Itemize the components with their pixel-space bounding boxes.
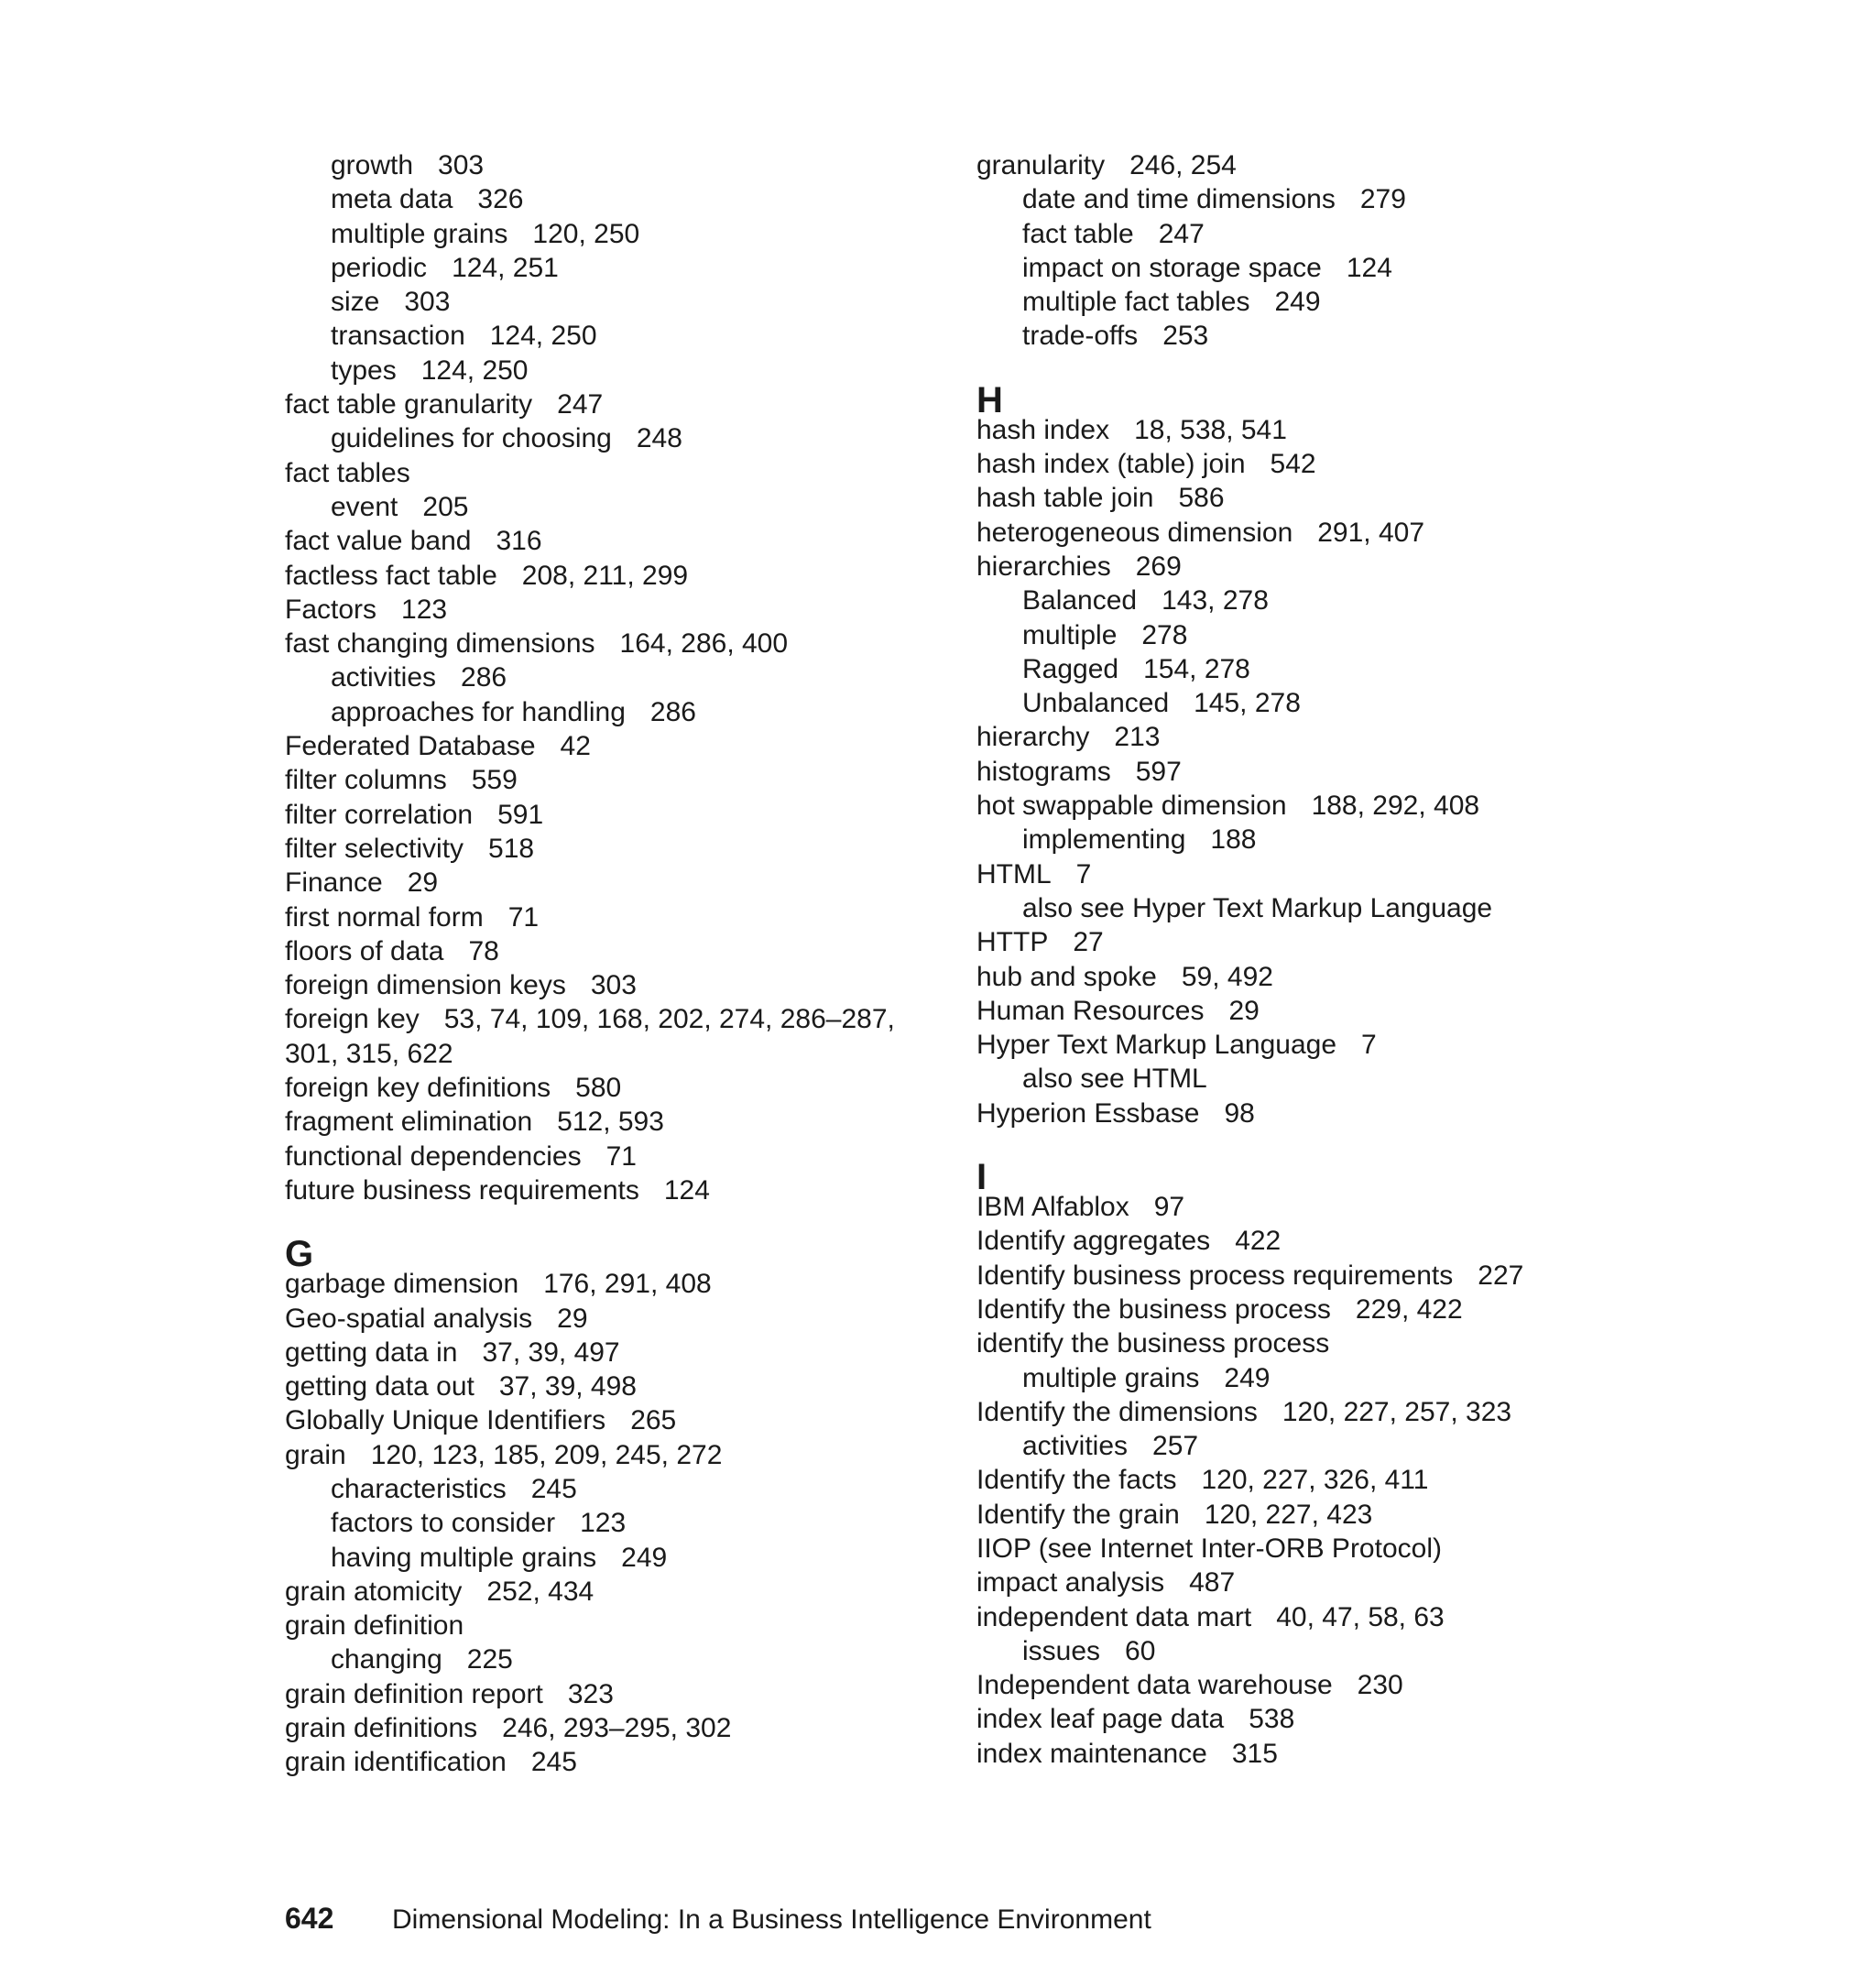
index-entry — [976, 1326, 1673, 1360]
index-page-refs: 591 — [497, 799, 544, 830]
index-entry — [285, 1369, 926, 1403]
index-page-refs: 257 — [1152, 1431, 1199, 1462]
index-entry — [285, 456, 926, 490]
index-term: garbage dimension — [285, 1269, 519, 1300]
index-page-refs: 278 — [1141, 619, 1188, 650]
index-term: hub and spoke — [976, 961, 1157, 992]
index-page-refs: 246, 293–295, 302 — [502, 1713, 732, 1744]
index-term: issues — [1022, 1635, 1101, 1666]
index-entry — [285, 387, 926, 421]
index-page-refs: 316 — [496, 526, 542, 557]
index-term: characteristics — [331, 1473, 507, 1504]
index-page-refs: 71 — [605, 1140, 637, 1172]
index-term: multiple — [1022, 619, 1118, 650]
index-subentry — [976, 1361, 1673, 1395]
index-page-refs: 59, 492 — [1181, 961, 1273, 992]
index-entry — [285, 559, 926, 593]
index-term: impact on storage space — [1022, 252, 1322, 283]
index-subentry — [285, 1506, 926, 1540]
index-page-refs: 323 — [567, 1678, 614, 1709]
index-page-refs: 229, 422 — [1355, 1293, 1463, 1325]
index-page-refs: 225 — [466, 1644, 513, 1675]
index-entry — [976, 1190, 1673, 1224]
book-title: Dimensional Modeling: In a Business Intelligence Environment — [392, 1904, 1151, 1935]
index-subentry — [285, 217, 926, 251]
index-term: fast changing dimensions — [285, 628, 595, 660]
index-subentry — [285, 148, 926, 182]
index-term: Federated Database — [285, 731, 536, 762]
index-term: granularity — [976, 150, 1106, 180]
index-term: Identify business process requirements — [976, 1260, 1454, 1291]
index-page-refs: 253 — [1162, 321, 1209, 352]
index-term: future business requirements — [285, 1174, 639, 1206]
index-subentry — [976, 652, 1673, 686]
index-subentry — [976, 285, 1673, 319]
index-term: histograms — [976, 756, 1111, 787]
index-subentry — [976, 1062, 1673, 1096]
index-page-refs: 7 — [1075, 858, 1092, 889]
index-subentry — [976, 1634, 1673, 1668]
index-term: multiple grains — [331, 218, 508, 249]
index-term: fact table granularity — [285, 389, 533, 420]
index-term: index maintenance — [976, 1738, 1207, 1769]
index-entry — [976, 857, 1673, 891]
index-entry — [976, 148, 1673, 182]
index-entry — [976, 1702, 1673, 1736]
index-page-refs: 279 — [1359, 184, 1406, 215]
index-entry — [976, 1224, 1673, 1258]
index-term: fragment elimination — [285, 1107, 533, 1138]
index-term: filter correlation — [285, 799, 474, 830]
index-page-refs: 286 — [649, 696, 696, 727]
index-page-refs: 143, 278 — [1162, 585, 1269, 617]
index-subentry — [976, 584, 1673, 617]
index-entry — [976, 1498, 1673, 1532]
index-page-refs: 145, 278 — [1194, 688, 1301, 719]
index-term: filter columns — [285, 765, 447, 796]
index-entry — [976, 1463, 1673, 1497]
index-term: guidelines for choosing — [331, 423, 612, 454]
index-entry — [976, 1395, 1673, 1429]
index-term: hash index (table) join — [976, 449, 1246, 480]
index-term: hot swappable dimension — [976, 791, 1287, 822]
index-page-refs: 124, 251 — [452, 252, 559, 283]
index-term: getting data out — [285, 1371, 474, 1402]
index-entry — [976, 1566, 1673, 1599]
index-page-refs: 586 — [1178, 483, 1225, 514]
index-page-refs: 265 — [630, 1405, 677, 1436]
index-entry — [285, 1711, 926, 1745]
index-page-refs: 303 — [404, 287, 451, 318]
index-term: Finance — [285, 868, 383, 899]
index-term: multiple grains — [1022, 1362, 1200, 1393]
index-subentry — [976, 1429, 1673, 1463]
index-term: grain — [285, 1439, 346, 1470]
index-subentry — [285, 490, 926, 524]
index-page-refs: 18, 538, 541 — [1134, 414, 1287, 445]
index-term: approaches for handling — [331, 696, 626, 727]
index-term: Identify the grain — [976, 1499, 1180, 1530]
index-page-refs: 249 — [621, 1542, 668, 1573]
index-entry — [285, 1302, 926, 1336]
index-subentry — [976, 319, 1673, 353]
index-term: index leaf page data — [976, 1704, 1225, 1735]
index-page-refs: 303 — [590, 970, 637, 1001]
index-entry — [285, 524, 926, 558]
index-entry — [285, 900, 926, 934]
index-page-refs: 120, 250 — [532, 218, 640, 249]
index-term: Identify the dimensions — [976, 1396, 1258, 1427]
index-entry — [285, 729, 926, 763]
index-term: functional dependencies — [285, 1140, 582, 1172]
index-term: first normal form — [285, 901, 484, 933]
index-term: fact table — [1022, 218, 1134, 249]
index-page-refs: 247 — [557, 389, 604, 420]
index-page-refs: 120, 227, 257, 323 — [1282, 1396, 1512, 1427]
index-page-refs: 542 — [1270, 449, 1316, 480]
index-term: Hyper Text Markup Language — [976, 1030, 1337, 1061]
index-page-refs: 71 — [507, 901, 540, 933]
index-entry — [285, 1071, 926, 1105]
index-term: Human Resources — [976, 995, 1205, 1026]
index-page-refs: 188 — [1210, 824, 1257, 856]
index-term: grain definitions — [285, 1713, 478, 1744]
index-page-refs: 230 — [1357, 1670, 1403, 1701]
index-page-refs: 315 — [1231, 1738, 1278, 1769]
index-page-refs: 164, 286, 400 — [619, 628, 789, 660]
index-entry — [976, 447, 1673, 481]
index-term: types — [331, 355, 397, 386]
index-term: hash table join — [976, 483, 1154, 514]
index-page-refs: 245 — [530, 1473, 577, 1504]
index-subentry — [976, 182, 1673, 216]
index-subentry — [976, 251, 1673, 285]
index-subentry — [285, 251, 926, 285]
index-page-refs: 248 — [636, 423, 682, 454]
index-subentry — [285, 319, 926, 353]
index-entry — [976, 925, 1673, 959]
index-subentry — [976, 823, 1673, 857]
index-page-refs: 188, 292, 408 — [1311, 791, 1480, 822]
index-page-refs: 123 — [580, 1508, 627, 1539]
index-entry — [976, 1259, 1673, 1293]
index-term: Independent data warehouse — [976, 1670, 1333, 1701]
index-page-refs: 559 — [471, 765, 518, 796]
index-page-refs: 120, 227, 326, 411 — [1201, 1465, 1429, 1496]
index-entry — [976, 550, 1673, 584]
index-page-refs: 154, 278 — [1143, 653, 1250, 684]
index-entry — [285, 1575, 926, 1609]
index-term: Balanced — [1022, 585, 1138, 617]
index-page-refs: 37, 39, 497 — [482, 1337, 620, 1368]
index-term: IBM Alfablox — [976, 1192, 1129, 1223]
index-page-refs: 246, 254 — [1129, 150, 1237, 180]
index-term: Unbalanced — [1022, 688, 1170, 719]
index-page-refs: 42 — [560, 731, 591, 762]
index-term: growth — [331, 150, 414, 180]
index-term: impact analysis — [976, 1567, 1165, 1599]
index-term: Factors — [285, 594, 377, 625]
index-page-refs: 78 — [468, 935, 499, 966]
index-term: activities — [1022, 1431, 1129, 1462]
index-page-refs: 249 — [1224, 1362, 1271, 1393]
index-entry — [976, 413, 1673, 447]
letter-heading: H — [976, 379, 1003, 420]
index-page-refs: 120, 227, 423 — [1204, 1499, 1373, 1530]
index-subentry — [285, 660, 926, 694]
index-page-refs: 208, 211, 299 — [521, 560, 689, 591]
index-entry — [285, 1609, 926, 1642]
index-page-refs: 227 — [1478, 1260, 1524, 1291]
index-term: heterogeneous dimension — [976, 517, 1293, 548]
index-subentry — [976, 891, 1673, 925]
page-number: 642 — [285, 1902, 334, 1935]
index-term: meta data — [331, 184, 453, 215]
index-page-refs: 29 — [407, 868, 439, 899]
index-term: foreign key — [285, 1004, 420, 1035]
index-entry — [976, 755, 1673, 789]
index-entry — [976, 1737, 1673, 1771]
index-subentry — [285, 1541, 926, 1575]
index-page-refs: 291, 407 — [1317, 517, 1425, 548]
index-page-refs: 422 — [1235, 1226, 1282, 1257]
index-term: implementing — [1022, 824, 1186, 856]
index-entry — [285, 968, 926, 1002]
index-entry — [285, 1677, 926, 1711]
index-entry — [285, 798, 926, 832]
index-page-refs: 124, 250 — [489, 321, 597, 352]
index-entry — [285, 1336, 926, 1369]
index-subentry — [285, 354, 926, 387]
index-term: fact tables — [285, 457, 410, 488]
index-term: HTML — [976, 858, 1052, 889]
index-term: hash index — [976, 414, 1110, 445]
index-column-right — [976, 148, 1673, 1771]
index-entry — [976, 960, 1673, 994]
index-page-refs: 37, 39, 498 — [498, 1371, 637, 1402]
index-subentry — [285, 285, 926, 319]
index-page-refs: 269 — [1135, 551, 1182, 582]
index-subentry — [285, 1472, 926, 1506]
index-entry — [976, 1532, 1673, 1566]
index-term: date and time dimensions — [1022, 184, 1336, 215]
index-term: size — [331, 287, 380, 318]
index-page-refs: 252, 434 — [486, 1576, 594, 1607]
index-term: transaction — [331, 321, 465, 352]
index-entry — [976, 1293, 1673, 1326]
index-term: Geo-spatial analysis — [285, 1303, 533, 1334]
index-subentry — [976, 217, 1673, 251]
index-entry — [285, 763, 926, 797]
index-entry — [285, 832, 926, 866]
index-term: also see Hyper Text Markup Language — [1022, 892, 1493, 923]
index-term: Identify aggregates — [976, 1226, 1211, 1257]
index-term: HTTP — [976, 927, 1049, 958]
index-page-refs: 53, 74, 109, 168, 202, 274, 286–287, — [443, 1004, 895, 1035]
index-term: Identify the facts — [976, 1465, 1177, 1496]
index-page-refs: 538 — [1249, 1704, 1295, 1735]
index-entry — [976, 481, 1673, 515]
index-term: Hyperion Essbase — [976, 1097, 1200, 1129]
index-page-refs: 518 — [488, 833, 535, 864]
index-entry — [285, 627, 926, 660]
index-entry — [285, 1745, 926, 1779]
index-page-refs: 124, 250 — [420, 355, 529, 386]
index-term: foreign key definitions — [285, 1073, 551, 1104]
index-page-refs: 120, 123, 185, 209, 245, 272 — [370, 1439, 723, 1470]
index-entry — [285, 1037, 926, 1071]
index-term: activities — [331, 662, 437, 693]
index-entry — [285, 934, 926, 968]
letter-heading: G — [285, 1234, 314, 1275]
index-term: fact value band — [285, 526, 472, 557]
index-term: 301, 315, 622 — [285, 1038, 453, 1069]
index-page-refs: 29 — [557, 1303, 588, 1334]
index-entry — [285, 1438, 926, 1472]
index-term: grain atomicity — [285, 1576, 463, 1607]
index-page-refs: 326 — [477, 184, 524, 215]
index-term: Identify the business process — [976, 1293, 1331, 1325]
index-column-left — [285, 148, 926, 1780]
index-term: trade-offs — [1022, 321, 1139, 352]
index-term: periodic — [331, 252, 428, 283]
index-page-refs: 249 — [1274, 287, 1321, 318]
index-term: grain definition — [285, 1610, 464, 1642]
index-term: multiple fact tables — [1022, 287, 1250, 318]
index-page-refs: 176, 291, 408 — [543, 1269, 712, 1300]
index-page-refs: 580 — [575, 1073, 622, 1104]
index-term: identify the business process — [976, 1328, 1330, 1359]
index-page-refs: 7 — [1361, 1030, 1377, 1061]
index-term: floors of data — [285, 935, 444, 966]
index-page-refs: 123 — [401, 594, 448, 625]
index-page-refs: 60 — [1125, 1635, 1156, 1666]
index-page-refs: 597 — [1135, 756, 1182, 787]
index-page-refs: 487 — [1189, 1567, 1236, 1599]
index-entry — [285, 1173, 926, 1207]
index-subentry — [285, 182, 926, 216]
index-entry — [976, 1600, 1673, 1634]
index-page-refs: 29 — [1228, 995, 1260, 1026]
index-entry — [285, 593, 926, 627]
index-term: getting data in — [285, 1337, 458, 1368]
index-page-refs: 303 — [438, 150, 485, 180]
index-entry — [285, 1002, 926, 1036]
index-term: changing — [331, 1644, 442, 1675]
index-entry — [976, 720, 1673, 754]
index-term: grain definition report — [285, 1678, 543, 1709]
index-entry — [285, 1105, 926, 1139]
index-entry — [976, 994, 1673, 1028]
index-page-refs: 512, 593 — [557, 1107, 664, 1138]
index-entry — [976, 516, 1673, 550]
index-subentry — [285, 421, 926, 455]
index-page-refs: 213 — [1114, 722, 1161, 753]
index-term: foreign dimension keys — [285, 970, 566, 1001]
index-entry — [285, 1267, 926, 1301]
letter-heading: I — [976, 1157, 987, 1198]
index-term: hierarchy — [976, 722, 1090, 753]
index-entry — [976, 789, 1673, 823]
index-term: grain identification — [285, 1747, 507, 1778]
index-term: independent data mart — [976, 1601, 1252, 1632]
index-page-refs: 124 — [1346, 252, 1392, 283]
index-page-refs: 205 — [422, 491, 469, 522]
index-term: factors to consider — [331, 1508, 556, 1539]
index-entry — [285, 1403, 926, 1437]
index-term: Ragged — [1022, 653, 1119, 684]
index-subentry — [976, 686, 1673, 720]
index-subentry — [976, 618, 1673, 652]
index-term: Globally Unique Identifiers — [285, 1405, 606, 1436]
index-entry — [285, 866, 926, 900]
index-subentry — [285, 695, 926, 729]
index-term: filter selectivity — [285, 833, 464, 864]
index-entry — [976, 1668, 1673, 1702]
index-term: also see HTML — [1022, 1064, 1207, 1095]
page-footer — [285, 1900, 1151, 1938]
index-page-refs: 98 — [1224, 1097, 1255, 1129]
index-page-refs: 245 — [530, 1747, 577, 1778]
index-term: hierarchies — [976, 551, 1111, 582]
index-entry — [976, 1097, 1673, 1130]
index-entry — [976, 1028, 1673, 1062]
index-term: having multiple grains — [331, 1542, 597, 1573]
index-page-refs: 27 — [1073, 927, 1104, 958]
index-term: IIOP (see Internet Inter-ORB Protocol) — [976, 1533, 1442, 1564]
index-page-refs: 124 — [663, 1174, 710, 1206]
index-page-refs: 247 — [1158, 218, 1205, 249]
index-page-refs: 40, 47, 58, 63 — [1276, 1601, 1445, 1632]
index-page-refs: 286 — [461, 662, 507, 693]
index-page-refs: 97 — [1153, 1192, 1185, 1223]
index-term: factless fact table — [285, 560, 497, 591]
index-term: event — [331, 491, 398, 522]
index-subentry — [285, 1642, 926, 1676]
index-entry — [285, 1140, 926, 1173]
